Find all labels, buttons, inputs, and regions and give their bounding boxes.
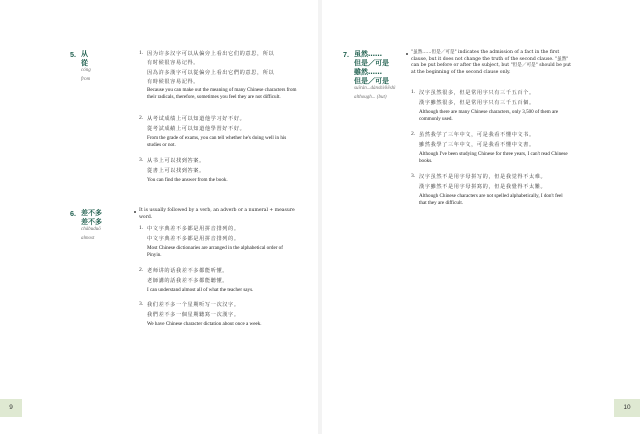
- entry-number: 5.: [70, 50, 76, 59]
- example-traditional: 漢字雖然很多，但是常用字只有三千五百個。: [419, 100, 535, 106]
- example-english: From the grade of exams, you can tell whether he's doing well in his studies or not.: [147, 135, 287, 148]
- usage-note: "虽然……但是／可是" indicates the admission of a fact in the first clause, but it does not change the truth of the second clause. "虽然" can be put before or after the subject, but "但是／可是" should be put at the beginning of the second clause only.: [411, 50, 571, 75]
- example-english: I can understand almost all of what the teacher says.: [147, 287, 254, 293]
- entry-traditional-cont: 但是／可是: [354, 77, 389, 85]
- example-number: 2.: [411, 131, 416, 137]
- example-number: 3.: [411, 173, 416, 179]
- example-simplified: 汉字虽然很多，但是常用字只有三千五百个。: [419, 90, 535, 96]
- example-traditional: 漢字雖然不是用字母拼寫的，但是我覺得不太難。: [419, 184, 547, 190]
- example-number: 2.: [139, 267, 144, 273]
- example-simplified: 从书上可以找到答案。: [147, 158, 205, 164]
- page-number-tab-left: [0, 399, 22, 417]
- entry-simplified: 差不多: [81, 209, 102, 217]
- example-traditional: 從考試成績上可以知道他學習好不好。: [147, 126, 246, 132]
- example-number: 1.: [139, 50, 144, 56]
- example-english: Most Chinese dictionaries are arranged in the alphabetical order of Pinyin.: [147, 245, 283, 258]
- example-simplified: 虽然我学了三年中文，可是我看不懂中文书。: [419, 132, 535, 138]
- entry-gloss: although... (but): [354, 95, 387, 100]
- entry-traditional: 差不多: [81, 218, 102, 226]
- example-english: Although Chinese characters are not spelled alphabetically, I don't feel that they are difficult.: [419, 193, 563, 206]
- example-english: Although there are many Chinese characters, only 3,500 of them are commonly used.: [419, 109, 559, 122]
- example-number: 1.: [139, 225, 144, 231]
- bullet-icon: [134, 211, 136, 213]
- example-english: You can find the answer from the book.: [147, 177, 228, 183]
- entry-traditional: 雖然……: [354, 68, 382, 76]
- example-traditional-cont: 有時候很容易記得。: [147, 79, 200, 85]
- example-simplified: 我们差不多一个星期听写一次汉字。: [147, 302, 240, 308]
- example-traditional: 從書上可以找到答案。: [147, 168, 205, 174]
- example-simplified: 中文字典差不多都是用拼音排列的。: [147, 226, 240, 232]
- example-simplified: 因为许多汉字可以从偏旁上看出它们的意思，所以: [147, 51, 275, 57]
- entry-simplified: 从: [81, 50, 88, 58]
- example-number: 3.: [139, 157, 144, 163]
- example-english: Because you can make out the meaning of many Chinese characters from their radicals, therefore, sometimes you feel they are not difficult.: [147, 87, 297, 100]
- example-number: 2.: [139, 115, 144, 121]
- entry-gloss: from: [81, 77, 91, 82]
- entry-gloss: almost: [81, 236, 95, 241]
- entry-pinyin: chàbuduō: [81, 227, 101, 232]
- example-traditional: 老師講的話我差不多都能聽懂。: [147, 278, 229, 284]
- entry-number: 7.: [343, 50, 349, 59]
- entry-number: 6.: [70, 209, 76, 218]
- page-number-tab-right: [614, 399, 640, 417]
- page-number-left: 9: [9, 404, 13, 411]
- entry-pinyin: cóng: [81, 68, 91, 73]
- example-traditional: 因為許多漢字可以從偏旁上看出它們的意思，所以: [147, 70, 275, 76]
- example-english: Although I've been studying Chinese for three years, I can't read Chinese books.: [419, 151, 568, 164]
- example-traditional: 雖然我學了三年中文，可是我看不懂中文書。: [419, 142, 535, 148]
- page-number-right: 10: [623, 404, 631, 411]
- example-traditional: 我們差不多一個星期聽寫一次漢字。: [147, 312, 240, 318]
- example-simplified: 汉字虽然不是用字母拼写的，但是我觉得不太难。: [419, 174, 547, 180]
- bullet-icon: [406, 53, 408, 55]
- example-simplified: 从考试成绩上可以知道他学习好不好。: [147, 116, 246, 122]
- example-number: 1.: [411, 89, 416, 95]
- entry-traditional: 從: [81, 59, 88, 67]
- example-simplified-cont: 有时候很容易记得。: [147, 60, 200, 66]
- usage-note: It is usually followed by a verb, an adverb or a numeral + measure word.: [139, 208, 295, 220]
- example-english: We have Chinese character dictation about once a week.: [147, 321, 262, 327]
- entry-simplified: 虽然……: [354, 50, 382, 58]
- example-traditional: 中文字典差不多都是用拼音排列的。: [147, 236, 240, 242]
- example-number: 3.: [139, 301, 144, 307]
- entry-pinyin: suīrán...dànshì/kěshì: [354, 86, 396, 91]
- example-simplified: 老师讲的话我差不多都能听懂。: [147, 268, 229, 274]
- entry-simplified-cont: 但是／可是: [354, 59, 389, 67]
